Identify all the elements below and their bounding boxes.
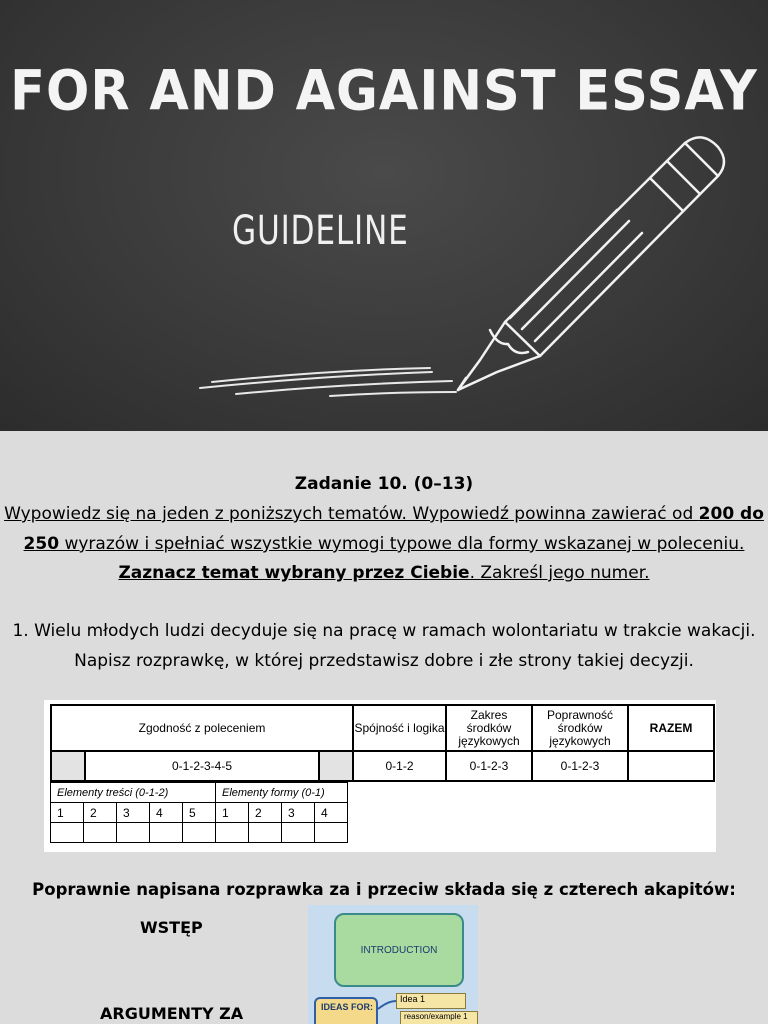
topic-line-2: Napisz rozprawkę, w której przedstawisz dobre i złe strony takiej decyzji. [74,651,694,671]
elements-table [50,782,348,843]
col-zakres: Zakres środków językowych [446,705,532,751]
task-line-3b: . Zakreśl jego numer. [469,563,650,583]
ideas-for-box: IDEAS FOR: [314,997,378,1024]
forma-num: 2 [249,803,282,823]
tresc-cell [150,823,183,843]
forma-cell [315,823,348,843]
task-line-3 [0,563,768,583]
forma-cell [249,823,282,843]
introduction-box: INTRODUCTION [334,913,464,987]
task-line-1b: 200 do [698,504,764,524]
forma-num: 4 [315,803,348,823]
label-argumenty-za: ARGUMENTY ZA [100,1004,244,1023]
task-heading: Zadanie 10. (0–13) [294,474,474,494]
tresc-num: 2 [84,803,117,823]
tresc-num: 3 [117,803,150,823]
score-zakres: 0-1-2-3 [446,751,532,781]
task-line-2 [0,534,768,554]
score-table-image [44,700,716,852]
score-poprawnosc: 0-1-2-3 [532,751,628,781]
elementy-formy-heading: Elementy formy (0-1) [216,783,348,803]
score-blank-right [319,751,353,781]
tresc-cell [51,823,84,843]
elementy-tresci-heading: Elementy treści (0-1-2) [51,783,216,803]
paragraphs-title: Poprawnie napisana rozprawka za i przeciw składa się z czterech akapitów: [32,880,736,899]
label-wstep: WSTĘP [140,918,203,937]
tresc-num: 5 [183,803,216,823]
reason-box: reason/example 1 [400,1011,478,1024]
score-blank-left [51,751,85,781]
task-line-1 [0,504,768,524]
forma-cell [282,823,315,843]
score-razem [628,751,714,781]
idea-box: Idea 1 [396,993,466,1009]
score-spojnosc: 0-1-2 [353,751,446,781]
tresc-cell [183,823,216,843]
col-spojnosc: Spójność i logika [353,705,446,751]
tresc-cell [117,823,150,843]
col-zgodnosc: Zgodność z poleceniem [51,705,353,751]
hero-subtitle: GUIDELINE [232,208,409,254]
task-line-2b: wyrazów i spełniać wszystkie wymogi typowe dla formy wskazanej w poleceniu. [59,534,745,554]
hero-title: FOR AND AGAINST ESSAY [10,59,758,124]
diagram-connector [308,905,478,1024]
score-zgodnosc: 0-1-2-3-4-5 [85,751,319,781]
topic-line-1: 1. Wielu młodych ludzi decyduje się na pracę w ramach wolontariatu w trakcie wakacji. [12,621,756,641]
col-poprawnosc: Poprawność środków językowych [532,705,628,751]
tresc-num: 1 [51,803,84,823]
essay-structure-diagram [308,905,478,1024]
forma-num: 1 [216,803,249,823]
tresc-num: 4 [150,803,183,823]
col-razem: RAZEM [628,705,714,751]
task-line-3a: Zaznacz temat wybrany przez Ciebie [118,563,470,583]
tresc-cell [84,823,117,843]
pencil-illustration [0,0,768,431]
forma-cell [216,823,249,843]
score-table [50,704,715,782]
hero-banner [0,0,768,431]
forma-num: 3 [282,803,315,823]
task-line-2a: 250 [23,534,60,554]
task-line-1a: Wypowiedz się na jeden z poniższych tematów. Wypowiedź powinna zawierać od [4,504,699,524]
